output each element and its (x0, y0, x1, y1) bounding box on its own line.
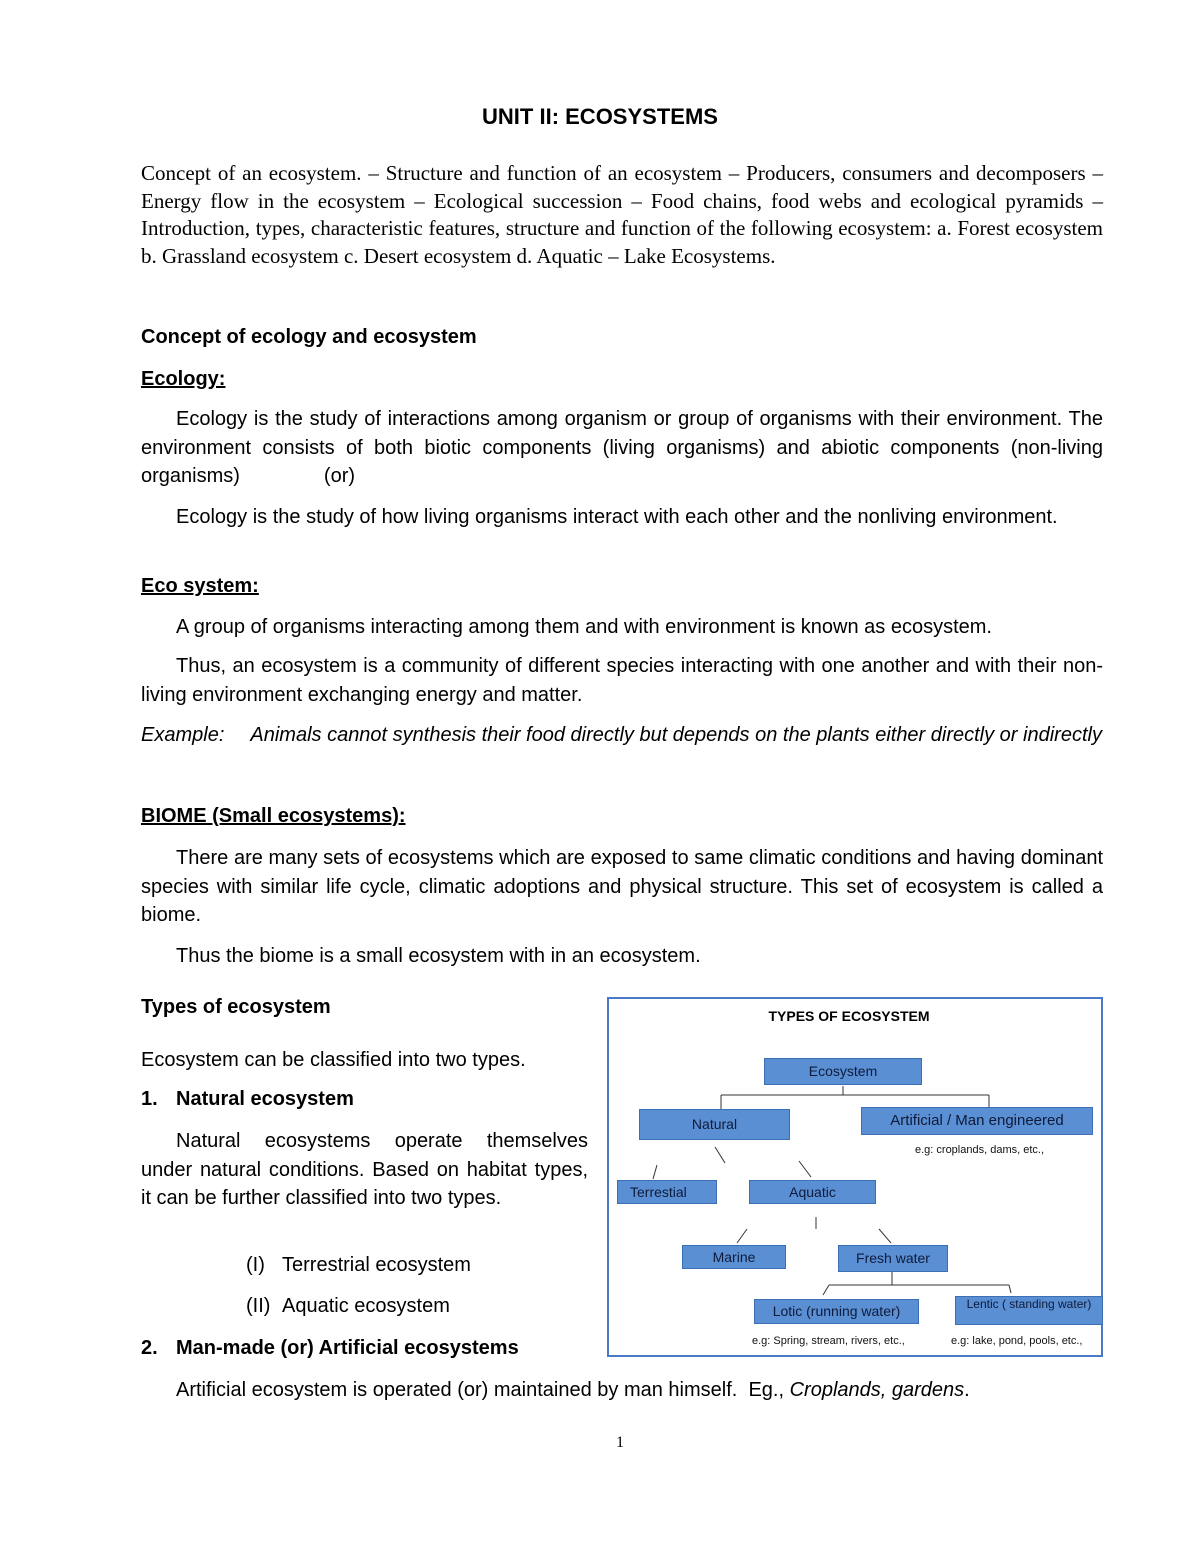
biome-paragraph-2: Thus the biome is a small ecosystem with in an ecosystem. (176, 945, 701, 967)
types-heading: Types of ecosystem (141, 996, 331, 1018)
biome-heading: BIOME (Small ecosystems): (141, 805, 406, 827)
artificial-example: e.g: croplands, dams, etc., (915, 1144, 1045, 1156)
arrow-to-terrestrial (653, 1165, 657, 1179)
ecology-paragraph-2: Ecology is the study of how living organisms interact with each other and the nonliving environment. (176, 506, 1058, 528)
arrow-to-aquatic (799, 1161, 811, 1177)
lotic-example: e.g: Spring, stream, rivers, etc., (752, 1335, 905, 1347)
arrow-to-lotic (823, 1285, 829, 1295)
terrestrial-box: Terrestial (617, 1180, 717, 1204)
item2-number: 2. (141, 1337, 158, 1359)
ecology-text-1: Ecology is the study of interactions among organism or group of organisms with their environment. The environment consists of both biotic components (living organisms) and abiotic components (non-living organisms) (141, 408, 1103, 487)
ecosystem-box: Ecosystem (764, 1058, 922, 1085)
types-intro: Ecosystem can be classified into two types. (141, 1049, 526, 1071)
artificial-ecosystem-item (141, 1337, 519, 1360)
biome-paragraph-1: There are many sets of ecosystems which are exposed to same climatic conditions and having dominant species with similar life cycle, climatic adoptions and physical structure. This set of ecosystem is called a biome. (141, 847, 1103, 926)
natural-ecosystem-item (141, 1088, 354, 1111)
lentic-box: Lentic ( standing water) (955, 1296, 1103, 1325)
concept-heading: Concept of ecology and ecosystem (141, 326, 477, 348)
syllabus-paragraph: Concept of an ecosystem. – Structure and function of an ecosystem – Producers, consumers and decomposers – Energy flow in the ecosystem – Ecological succession – Food chains, food webs and ecological pyramids – Introduction, types, characteristic features, structure and function of the following ecosystem: a. Forest ecosystem b. Grassland ecosystem c. Desert ecosystem d. Aquatic – Lake Ecosystems. (141, 161, 1103, 268)
page-title: UNIT II: ECOSYSTEMS (482, 104, 718, 129)
ecology-or: (or) (323, 465, 356, 487)
example-paragraph (141, 721, 1103, 750)
aquatic-box: Aquatic (749, 1180, 876, 1204)
arrow-to-lentic (1009, 1285, 1011, 1293)
artificial-box: Artificial / Man engineered (861, 1107, 1093, 1135)
types-of-ecosystem-diagram (607, 997, 1103, 1357)
lentic-example: e.g: lake, pond, pools, etc., (951, 1335, 1083, 1347)
arrow-to-freshwater (879, 1229, 891, 1243)
item1-title: Natural ecosystem (176, 1088, 354, 1110)
sub2-text: Aquatic ecosystem (282, 1295, 450, 1317)
ecosystem-paragraph-1: A group of organisms interacting among them and with environment is known as ecosystem. (176, 616, 992, 638)
lotic-box: Lotic (running water) (754, 1299, 919, 1324)
sub1-text: Terrestrial ecosystem (282, 1254, 471, 1276)
diagram-title: TYPES OF ECOSYSTEM (768, 1008, 930, 1024)
aquatic-item (246, 1295, 450, 1318)
item2-end: . (964, 1379, 970, 1401)
marine-box: Marine (682, 1245, 786, 1269)
ecosystem-heading: Eco system: (141, 575, 259, 597)
terrestrial-item (246, 1254, 471, 1277)
item2-title: Man-made (or) Artificial ecosystems (176, 1337, 519, 1359)
artificial-ecosystem-text (176, 1376, 1076, 1405)
ecology-heading: Ecology: (141, 368, 226, 390)
natural-box: Natural (639, 1109, 790, 1140)
example-label: Example: (141, 724, 225, 746)
item2-eg: Eg., (748, 1379, 785, 1401)
sub1-number: (I) (246, 1254, 265, 1276)
freshwater-box: Fresh water (838, 1245, 948, 1272)
ecology-paragraph-1 (141, 405, 1103, 491)
item2-text: Artificial ecosystem is operated (or) maintained by man himself. (176, 1379, 738, 1401)
example-text: Animals cannot synthesis their food directly but depends on the plants either directly or indirectly (250, 724, 1102, 746)
page-number: 1 (616, 1434, 624, 1451)
arrow-to-marine (737, 1229, 747, 1243)
ecosystem-paragraph-2: Thus, an ecosystem is a community of different species interacting with one another and with their non-living environment exchanging energy and matter. (141, 655, 1103, 706)
arrow-natural-down (715, 1147, 725, 1163)
item2-eg-italic: Croplands, gardens (789, 1379, 965, 1401)
item1-number: 1. (141, 1088, 158, 1110)
natural-ecosystem-text: Natural ecosystems operate themselves under natural conditions. Based on habitat types, it can be further classified into two types. (141, 1130, 588, 1209)
sub2-number: (II) (246, 1295, 271, 1317)
